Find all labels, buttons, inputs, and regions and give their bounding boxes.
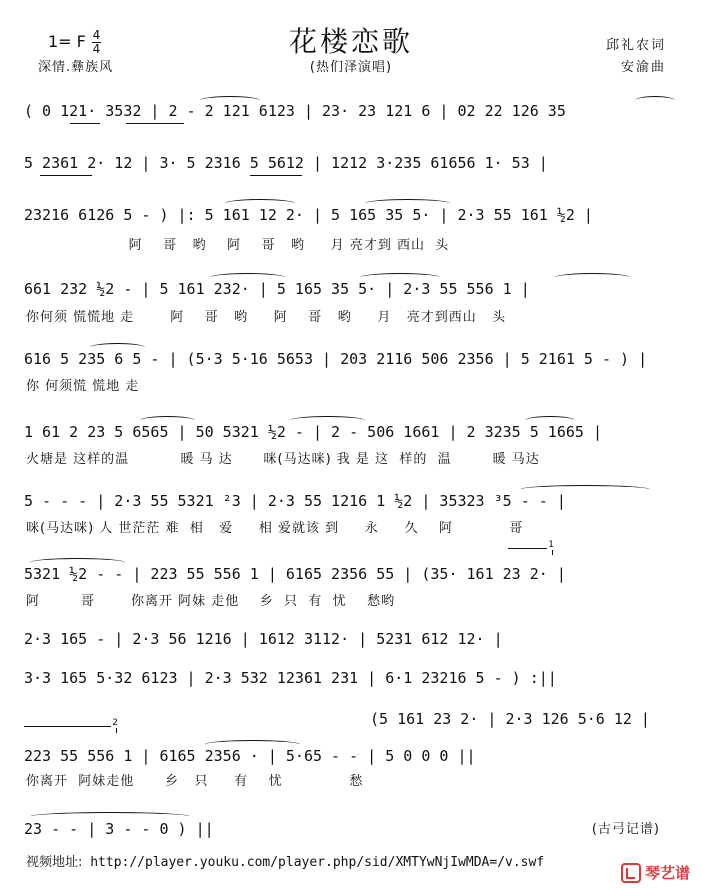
slur [290,416,365,425]
song-title: 花楼恋歌 [288,25,413,58]
lyric-row-12: 你离开 阿妹走他 乡 只 有 忧 愁 [26,774,364,789]
slur [525,416,575,425]
slur [200,96,260,105]
staff-row-12: 223 55 556 1 | 6165 2356 · | 5·65 - - | 5 0 0 0 || [24,747,476,765]
staff-row-7: 5 - - - | 2·3 55 5321 ²3 | 2·3 55 1216 1 ½2 | 35323 ³5 - - | [24,492,566,510]
slur [30,558,125,567]
slur [635,96,675,105]
slur [520,485,650,494]
slur [30,812,190,821]
logo-text: 琴艺谱 [644,864,690,882]
staff-row-13: 23 - - | 3 - - 0 ) || [24,820,214,838]
style-marking: 深情.彝族风 [38,60,114,75]
lyric-row-6: 火塘是 这样的温 暖 马 达 咪(马达咪) 我 是 这 样的 温 暖 马达 [26,452,540,467]
slur [90,343,145,352]
time-signature [92,30,101,55]
volta-2-label: 2 [112,718,118,728]
lyricist-credit: 邱礼农词 [605,38,666,53]
slur [140,416,195,425]
staff-row-2: 5 2361 2· 12 | 3· 5 2316 5 5612 | 1212 3·235 61656 1· 53 | [24,154,548,172]
transcriber-credit: (古弓记谱) [591,822,660,837]
video-url[interactable]: http://player.youku.com/player.php/sid/XMTYwNjIwMDA=/v.swf [90,855,545,870]
staff-row-4: 661 232 ½2 - | 5 161 232· | 5 165 35 5· | 2·3 55 556 1 | [24,280,530,298]
site-logo [621,862,690,883]
staff-row-9: 2·3 165 - | 2·3 56 1216 | 1612 3112· | 5231 612 12· | [24,630,503,648]
staff-row-5: 616 5 235 6 5 - | (5·3 5·16 5653 | 203 2116 506 2356 | 5 2161 5 - ) | [24,350,648,368]
staff-row-6: 1 61 2 23 5 6565 | 50 5321 ½2 - | 2 - 506 1661 | 2 3235 5 1665 | [24,423,602,441]
logo-icon [621,863,641,883]
beam [70,123,100,124]
beam [126,123,184,124]
performer-credit: (热们泽演唱) [309,60,393,75]
video-address [26,851,544,870]
lyric-row-8: 阿 哥 你离开 阿妹 走他 乡 只 有 忧 愁哟 [26,594,396,609]
composer-credit: 安渝曲 [620,60,666,75]
volta-2 [24,718,118,733]
staff-row-11: (5 161 23 2· | 2·3 126 5·6 12 | [370,710,650,728]
beam [250,175,302,176]
staff-row-1: ( 0 121· 3532 | 2 - 2 121 6123 | 23· 23 121 6 | 02 22 126 35 [24,102,566,120]
volta-1 [508,540,554,555]
slur [225,199,295,208]
time-bottom: 4 [92,42,101,56]
staff-row-3: 23216 6126 5 - ) |: 5 161 12 2· | 5 165 35 5· | 2·3 55 161 ½2 | [24,206,593,224]
slur [365,199,450,208]
lyric-row-4: 你何须 慌慌地 走 阿 哥 哟 阿 哥 哟 月 亮才到西山 头 [26,310,507,325]
staff-row-10: 3·3 165 5·32 6123 | 2·3 532 12361 231 | 6·1 23216 5 - ) :|| [24,669,557,687]
video-label: 视频地址: [26,855,83,870]
slur [210,273,285,282]
slur [555,273,630,282]
time-top: 4 [92,28,101,42]
staff-row-8: 5321 ½2 - - | 223 55 556 1 | 6165 2356 55 | (35· 161 23 2· | [24,565,566,583]
lyric-row-5: 你 何须慌 慌地 走 [26,379,140,394]
lyric-row-7: 咪(马达咪) 人 世茫茫 难 相 爱 相 爱就该 到 永 久 阿 哥 [26,521,524,536]
key-signature: 1= F [48,32,86,51]
slur [205,740,300,749]
lyric-row-3: 阿 哥 哟 阿 哥 哟 月 亮才到 西山 头 [26,238,450,253]
beam [40,175,92,176]
slur [360,273,440,282]
volta-1-label: 1 [548,540,554,550]
